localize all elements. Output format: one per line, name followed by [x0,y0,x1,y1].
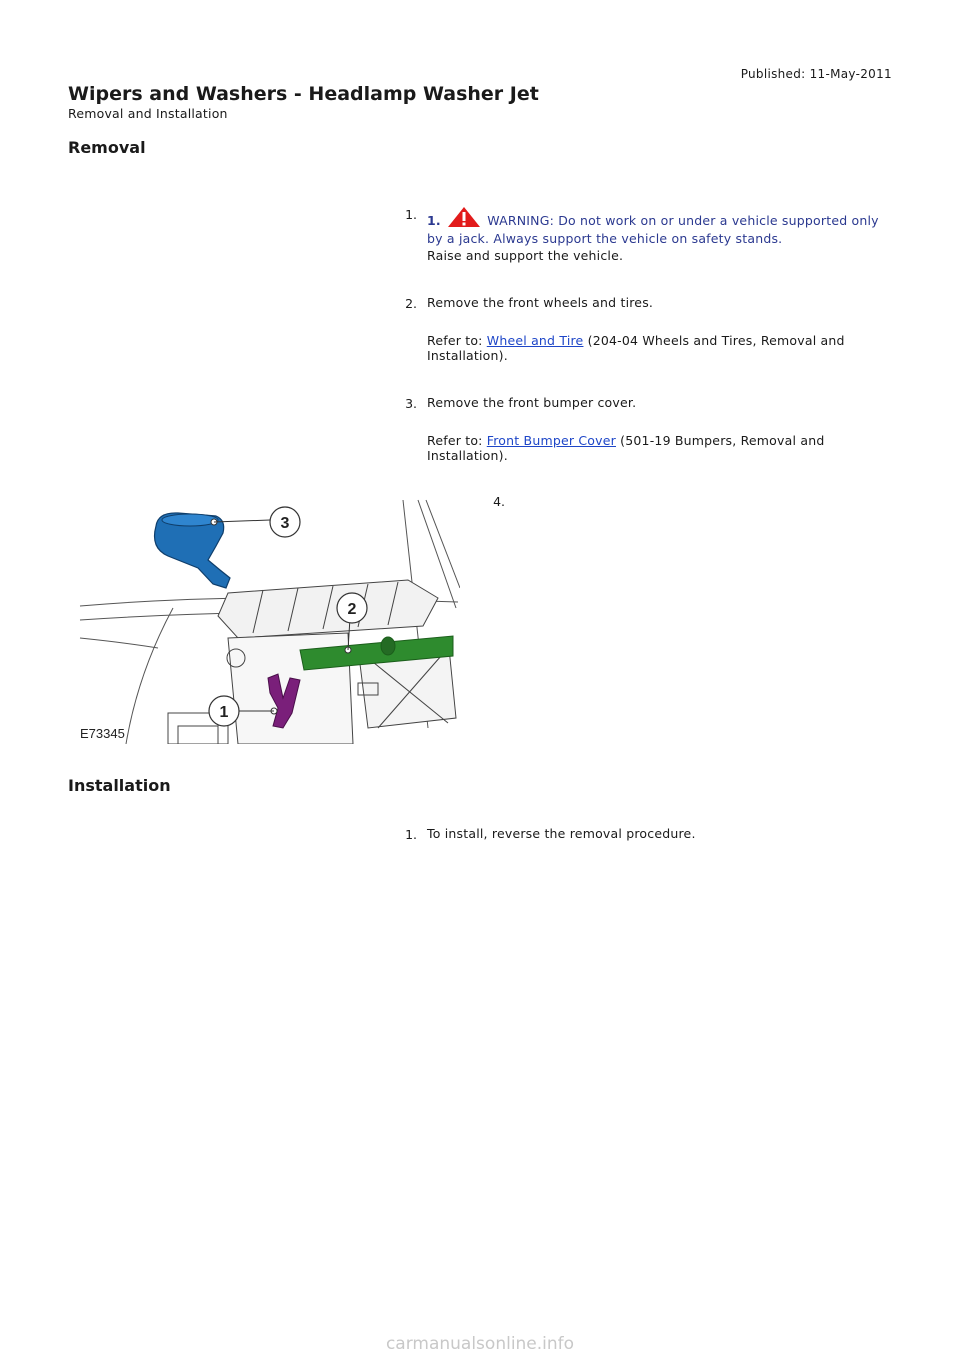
warning-message: WARNING: Do not work on or under a vehicle supported only by a jack. Always support the vehicle on safety stands. [427,213,879,246]
callout-3-label: 3 [280,515,290,532]
step-number: 2. [405,296,417,311]
refer-suffix: (501-19 Bumpers, Removal and Installation). [427,433,825,463]
installation-heading: Installation [68,776,171,795]
step-text: To install, reverse the removal procedure. [427,826,696,841]
warning-text [427,206,897,246]
refer-to-text [427,333,897,363]
headlamp-washer-figure [78,498,460,744]
refer-to-text [427,433,897,463]
callout-2-label: 2 [347,601,357,618]
refer-prefix: Refer to: [427,433,483,448]
wheel-and-tire-link[interactable]: Wheel and Tire [486,333,584,348]
page-title: Wipers and Washers - Headlamp Washer Jet [68,83,539,105]
warning-prefix: 1. [427,213,441,228]
refer-suffix: (204-04 Wheels and Tires, Removal and Installation). [427,333,845,363]
front-bumper-cover-link[interactable]: Front Bumper Cover [486,433,616,448]
step-text: Remove the front wheels and tires. [427,295,654,310]
step-text: Raise and support the vehicle. [427,248,624,263]
watermark: carmanualsonline.info [385,1334,575,1354]
refer-prefix: Refer to: [427,333,483,348]
page-subtitle: Removal and Installation [68,106,228,121]
figure-id-label: E73345 [80,726,125,741]
step-number: 4. [493,494,505,509]
removal-heading: Removal [68,138,146,157]
step-number: 3. [405,396,417,411]
warning-triangle-icon [447,206,481,231]
published-date: Published: 11-May-2011 [740,67,892,81]
exploded-view-illustration [78,498,460,744]
step-number: 1. [405,207,417,222]
callout-1-label: 1 [219,704,229,721]
step-text: Remove the front bumper cover. [427,395,637,410]
step-number: 1. [405,827,417,842]
